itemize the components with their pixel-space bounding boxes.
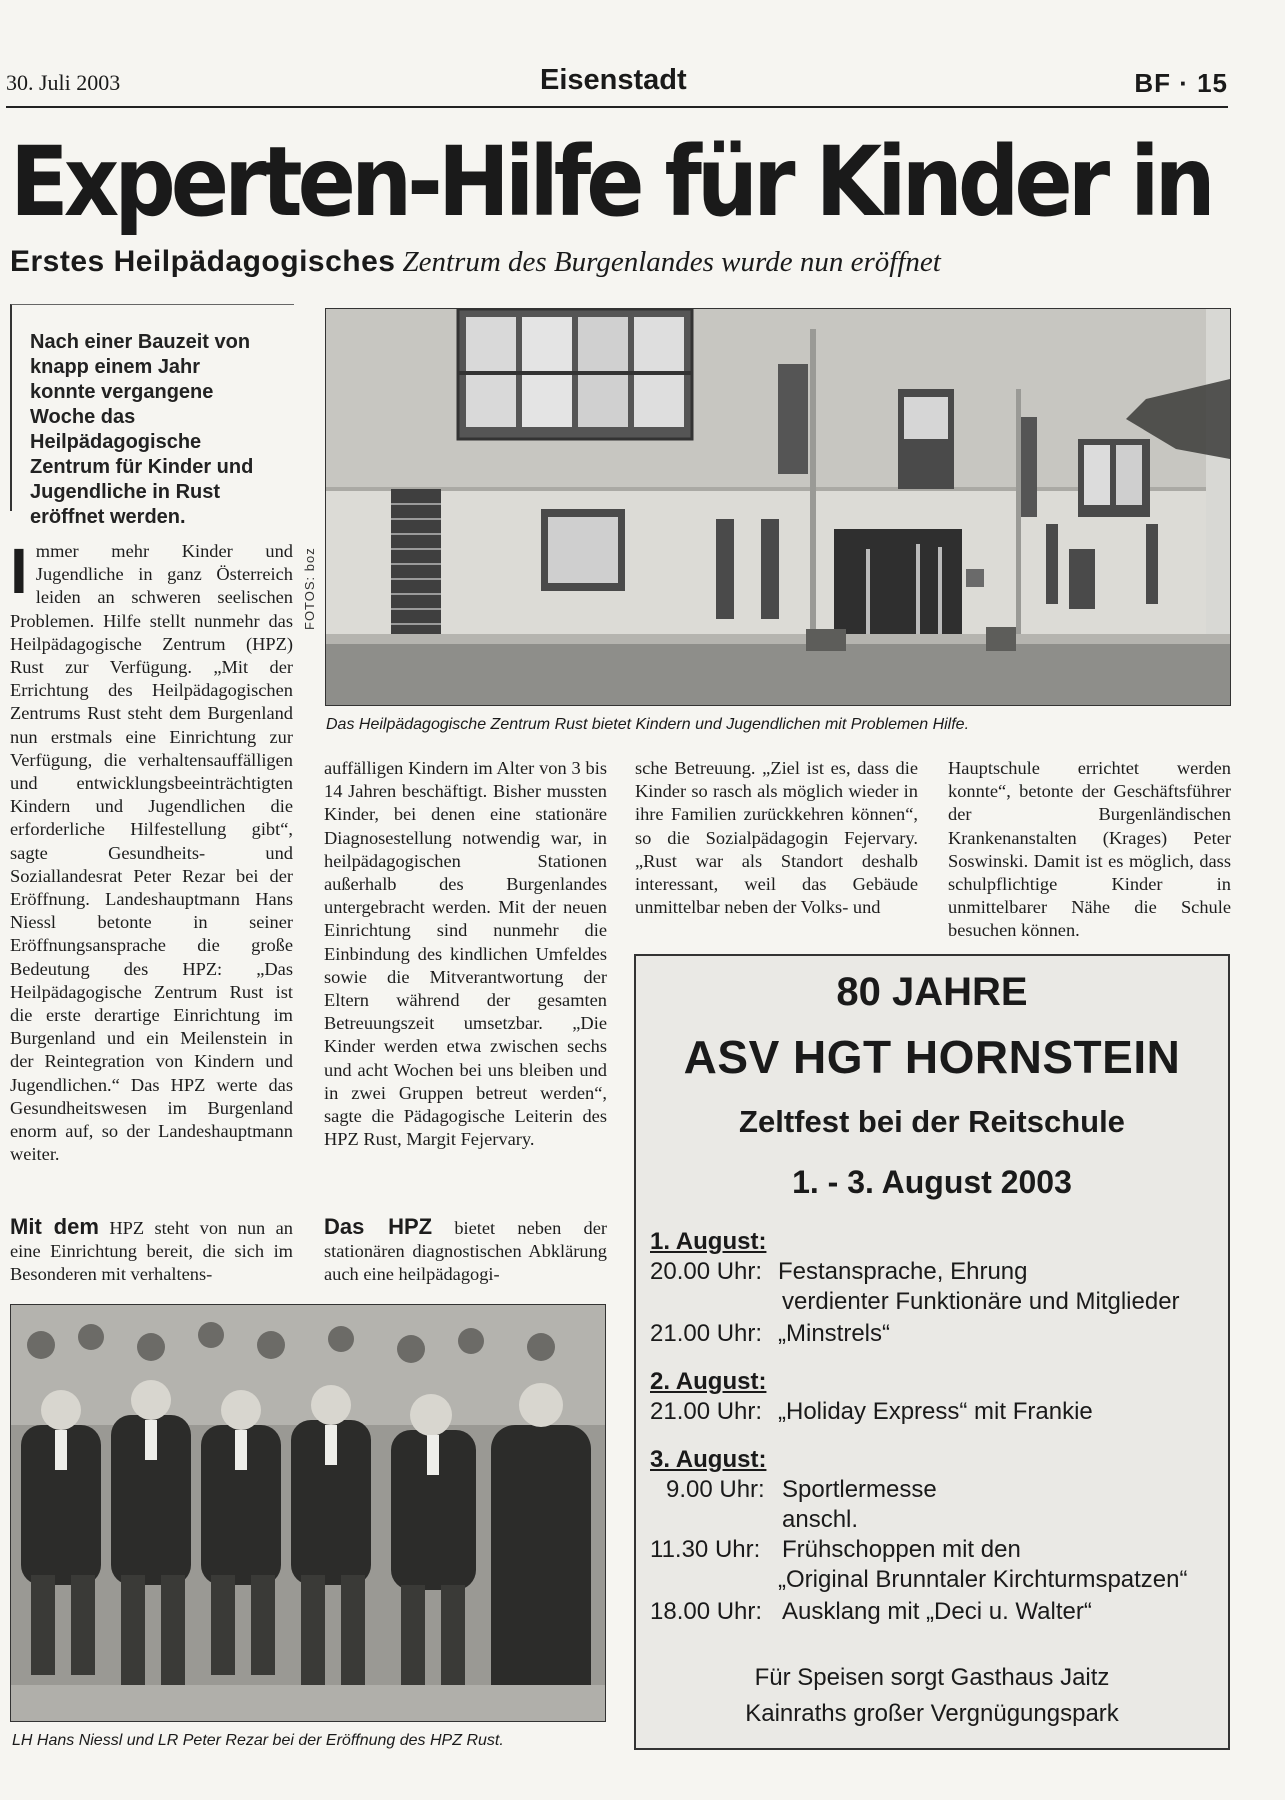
- event-advertisement: [634, 954, 1230, 1750]
- ad-dates: 1. - 3. August 2003: [792, 1164, 1072, 1200]
- ad-footer-fair: Kainraths großer Vergnügungspark: [745, 1700, 1119, 1727]
- photo-credit: FOTOS: boz: [302, 547, 317, 630]
- article-column-3: [635, 757, 918, 919]
- issue-date: 30. Juli 2003: [6, 70, 121, 95]
- ad-event: Festansprache, Ehrung: [778, 1258, 1028, 1285]
- column-1-text: mmer mehr Kinder und Jugendliche in ganz Österreich leiden an schweren seelischen Problemen. Hilfe stellt nunmehr das Heilpädagogische Zentrum (HPZ) Rust zur Verfügung. „Mit der Errichtung des Heilpädagogischen Zentrums Rust steht dem Burgenland nun erstmals eine Einrichtung zur Verfügung, die verhaltensauffälligen und entwicklungsbeeinträchtigten Kindern und Jugendlichen die erforderliche Hilfestellung gibt“, sagte Gesundheits- und Soziallandesrat Peter Rezar bei der Eröffnung. Landeshauptmann Hans Niessl betonte in seiner Eröffnungsansprache die große Bedeutung des HPZ: „Das Heilpädagogische Zentrum Rust ist die erste derartige Einrichtung im Burgenland und ein Meilenstein in der Reintegration von Kindern und Jugendlichen.“ Das HPZ werte das Gesundheitswesen im Burgenland enorm auf, so der Landeshauptmann weiter.: [10, 541, 293, 1165]
- subheadline: [10, 244, 1230, 281]
- audience-photo: [10, 1304, 606, 1722]
- ad-event: Frühschoppen mit den: [782, 1536, 1021, 1563]
- ad-event: Ausklang mit „Deci u. Walter“: [782, 1598, 1092, 1625]
- ad-event: Sportlermesse: [782, 1476, 937, 1503]
- column-4-text: Hauptschule errichtet werden konnte“, betonte der Geschäftsführer der Burgenländischen Krankenanstalten (Krages) Peter Soswinski. Damit ist es möglich, dass schulpflichtige Kinder in unmittelbarer Nähe die Schule besuchen können.: [948, 758, 1231, 941]
- ad-event: verdienter Funktionäre und Mitglieder: [782, 1288, 1180, 1315]
- ad-day-2: 2. August:: [650, 1368, 767, 1395]
- building-illustration: [326, 309, 1230, 705]
- headline: Experten-Hilfe für Kinder in: [10, 126, 1211, 239]
- ad-time: 18.00 Uhr:: [650, 1598, 763, 1625]
- photo-caption-audience: LH Hans Niessl und LR Peter Rezar bei der Eröffnung des HPZ Rust.: [12, 1732, 504, 1749]
- ad-subtitle: Zeltfest bei der Reitschule: [739, 1104, 1125, 1139]
- building-photo: [325, 308, 1231, 706]
- ad-footer-catering: Für Speisen sorgt Gasthaus Jaitz: [754, 1664, 1110, 1691]
- section-title: Eisenstadt: [540, 64, 687, 96]
- ad-event: „Minstrels“: [778, 1320, 890, 1347]
- ad-time: 11.30 Uhr:: [650, 1536, 761, 1563]
- ad-event: „Original Brunntaler Kirchturmspatzen“: [778, 1566, 1188, 1593]
- runin-heading-2: Das HPZ: [324, 1214, 433, 1239]
- ad-time: 20.00 Uhr:: [650, 1258, 763, 1285]
- article-column-4: [948, 757, 1231, 943]
- column-1b-text: HPZ steht von nun an eine Einrichtung bereit, die sich im Besonderen mit verhaltens-: [10, 1218, 293, 1285]
- ad-time: 9.00 Uhr:: [666, 1476, 765, 1503]
- drop-cap: I: [10, 535, 28, 607]
- ad-day-3: 3. August:: [650, 1446, 767, 1473]
- runin-heading: Mit dem: [10, 1214, 99, 1239]
- article-column-1: [10, 535, 293, 1166]
- lead-paragraph: Nach einer Bauzeit von knapp einem Jahr konnte vergangene Woche das Heilpädagogische Zentrum für Kinder und Jugendliche in Rust eröffnet werden.: [30, 331, 254, 528]
- page-number: BF · 15: [1134, 68, 1228, 98]
- ad-day-1: 1. August:: [650, 1228, 767, 1255]
- ad-title-club: ASV HGT HORNSTEIN: [683, 1031, 1181, 1083]
- subhead-bold: Erstes Heilpädagogisches: [10, 245, 396, 278]
- column-3-text: sche Betreuung. „Ziel ist es, dass die Kinder so rasch als möglich wieder in ihre Familien zurückkehren können“, so die Sozialpädagogin Fejervary. „Rust war als Standort deshalb interessant, weil das Gebäude unmittelbar neben der Volks- und: [635, 758, 918, 918]
- subhead-italic: Zentrum des Burgenlandes wurde nun eröffnet: [402, 246, 941, 278]
- column-2-text: auffälligen Kindern im Alter von 3 bis 14 Jahren beschäftigt. Bisher mussten Kinder, bei denen eine stationäre Diagnosestellung notwendig war, in heilpädagogischen Stationen außerhalb des Burgenlandes untergebracht werden. Mit der neuen Einrichtung sind nunmehr die Einbindung des kindlichen Umfeldes sowie die Mitverantwortung der Eltern während der gesamten Betreuungszeit umsetzbar. „Die Kinder werden etwa zwischen sechs und acht Wochen bei uns bleiben und in zwei Gruppen betreut werden“, sagte die Pädagogische Leiterin des HPZ Rust, Margit Fejervary.: [324, 758, 607, 1150]
- ad-title-anniversary: 80 JAHRE: [836, 970, 1028, 1014]
- article-column-2-bottom: [324, 1215, 607, 1287]
- header-divider: [6, 106, 1228, 108]
- article-column-2: [324, 757, 607, 1151]
- column-2b-text: bietet neben der stationären diagnostischen Abklärung auch eine heilpädagogi-: [324, 1218, 607, 1285]
- photo-caption-building: Das Heilpädagogische Zentrum Rust bietet Kindern und Jugendlichen mit Problemen Hilfe.: [326, 716, 970, 733]
- ad-event: „Holiday Express“ mit Frankie: [778, 1398, 1093, 1425]
- article-column-1-bottom: [10, 1215, 293, 1287]
- ad-time: 21.00 Uhr:: [650, 1398, 763, 1425]
- ad-event: anschl.: [782, 1506, 859, 1533]
- ad-time: 21.00 Uhr:: [650, 1320, 763, 1347]
- audience-illustration: [11, 1305, 605, 1721]
